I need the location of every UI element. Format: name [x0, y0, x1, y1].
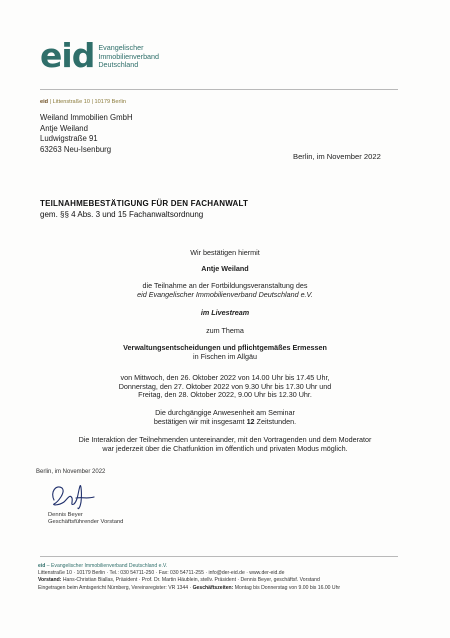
attendance-line: Die durchgängige Anwesenheit am Seminar: [155, 408, 295, 417]
attendance-text: bestätigen wir mit insgesamt: [153, 416, 247, 426]
header-divider: [40, 89, 398, 90]
hours-label: Geschäftszeiten:: [192, 584, 234, 591]
logo-line: Immobilienverband: [98, 51, 160, 61]
participation-text: die Teilnahme an der Fortbildungsveranstaltung des: [142, 281, 308, 290]
handwritten-signature: [48, 478, 98, 512]
recipient-address: [40, 113, 133, 155]
recipient-street: Ludwigstraße 91: [40, 134, 98, 144]
attendance-text: Zeitstunden.: [254, 416, 297, 426]
organizer-name: eid Evangelischer Immobilienverband Deutschland e.V.: [137, 290, 313, 299]
office-hours: Montag bis Donnerstag von 9.00 bis 16.00 Uhr: [233, 584, 341, 591]
signatory-name: Dennis Beyer: [48, 512, 83, 518]
footer-register: [38, 585, 408, 592]
attendance-confirmation: [30, 409, 420, 426]
footer-org: [38, 563, 408, 570]
signatory: [48, 512, 123, 526]
board-label: Vorstand:: [38, 577, 62, 584]
recipient-city: 63263 Neu-Isenburg: [40, 144, 112, 154]
interaction-line: Die Interaktion der Teilnehmenden untereinander, mit den Vortragenden und dem Moderator: [78, 435, 372, 444]
document-heading: [40, 198, 248, 220]
footer-board: [38, 577, 408, 584]
footer-org-name: – Evangelischer Immobilienverband Deutschland e.V.: [45, 563, 168, 569]
interaction-line: war jederzeit über die Chatfunktion im öffentlich und privaten Modus möglich.: [102, 443, 348, 453]
participant-name: Antje Weiland: [201, 264, 249, 273]
document-title: TEILNAHMEBESTÄTIGUNG FÜR DEN FACHANWALT: [40, 199, 249, 208]
footer-brand: eid: [38, 563, 46, 569]
seminar-location: in Fischen im Allgäu: [193, 352, 257, 361]
footer-contact: Littenstraße 10 · 10179 Berlin · Tel.: 030 54711-250 · Fax: 030 54711-255 · info@der-eid.de · www.der-eid.de: [38, 570, 285, 577]
seminar-dates: [30, 374, 420, 400]
date-line: Donnerstag, den 27. Oktober 2022 von 9.30 Uhr bis 17.30 Uhr und: [118, 381, 332, 391]
sender-address: | Littenstraße 10 | 10179 Berlin: [49, 99, 126, 105]
logo-tagline: [98, 44, 159, 70]
logo-line: Evangelischer: [98, 43, 144, 53]
footer-divider: [40, 556, 398, 557]
logo-wordmark: eid: [40, 36, 95, 75]
logo-line: Deutschland: [98, 59, 139, 69]
sender-brand: eid: [40, 99, 49, 105]
seminar-topic: Verwaltungsentscheidungen und pflichtgemäßes Ermessen: [123, 343, 327, 352]
interaction-note: [30, 436, 420, 453]
signatory-role: Geschäftsführender Vorstand: [48, 519, 124, 525]
topic-intro: zum Thema: [206, 326, 244, 335]
date-line: Freitag, den 28. Oktober 2022, 9.00 Uhr bis 12.30 Uhr.: [138, 390, 312, 400]
letter-date: Berlin, im November 2022: [293, 152, 381, 161]
attendance-hours: 12: [246, 416, 255, 426]
recipient-name: Antje Weiland: [40, 123, 88, 133]
event-format: im Livestream: [200, 308, 250, 317]
signature-date: Berlin, im November 2022: [36, 469, 106, 475]
footer: [38, 563, 408, 592]
date-line: von Mittwoch, den 26. Oktober 2022 von 14.00 Uhr bis 17.45 Uhr,: [120, 373, 330, 382]
document-subtitle: gem. §§ 4 Abs. 3 und 15 Fachanwaltsordnung: [40, 210, 204, 219]
recipient-company: Weiland Immobilien GmbH: [40, 113, 133, 122]
board-members: Hans-Christian Biallas, Präsident · Prof. Dr. Martin Häublein, stellv. Präsident · Dennis Beyer, geschäftsf. Vorstand: [61, 577, 320, 584]
register-text: Eingetragen beim Amtsgericht Nürnberg, Vereinsregister: VR 1344 ·: [38, 584, 193, 591]
eid-logo: [40, 36, 160, 75]
attendance-hours-line: [30, 418, 420, 427]
sender-line: [40, 99, 126, 105]
intro-text: Wir bestätigen hiermit: [190, 248, 260, 257]
